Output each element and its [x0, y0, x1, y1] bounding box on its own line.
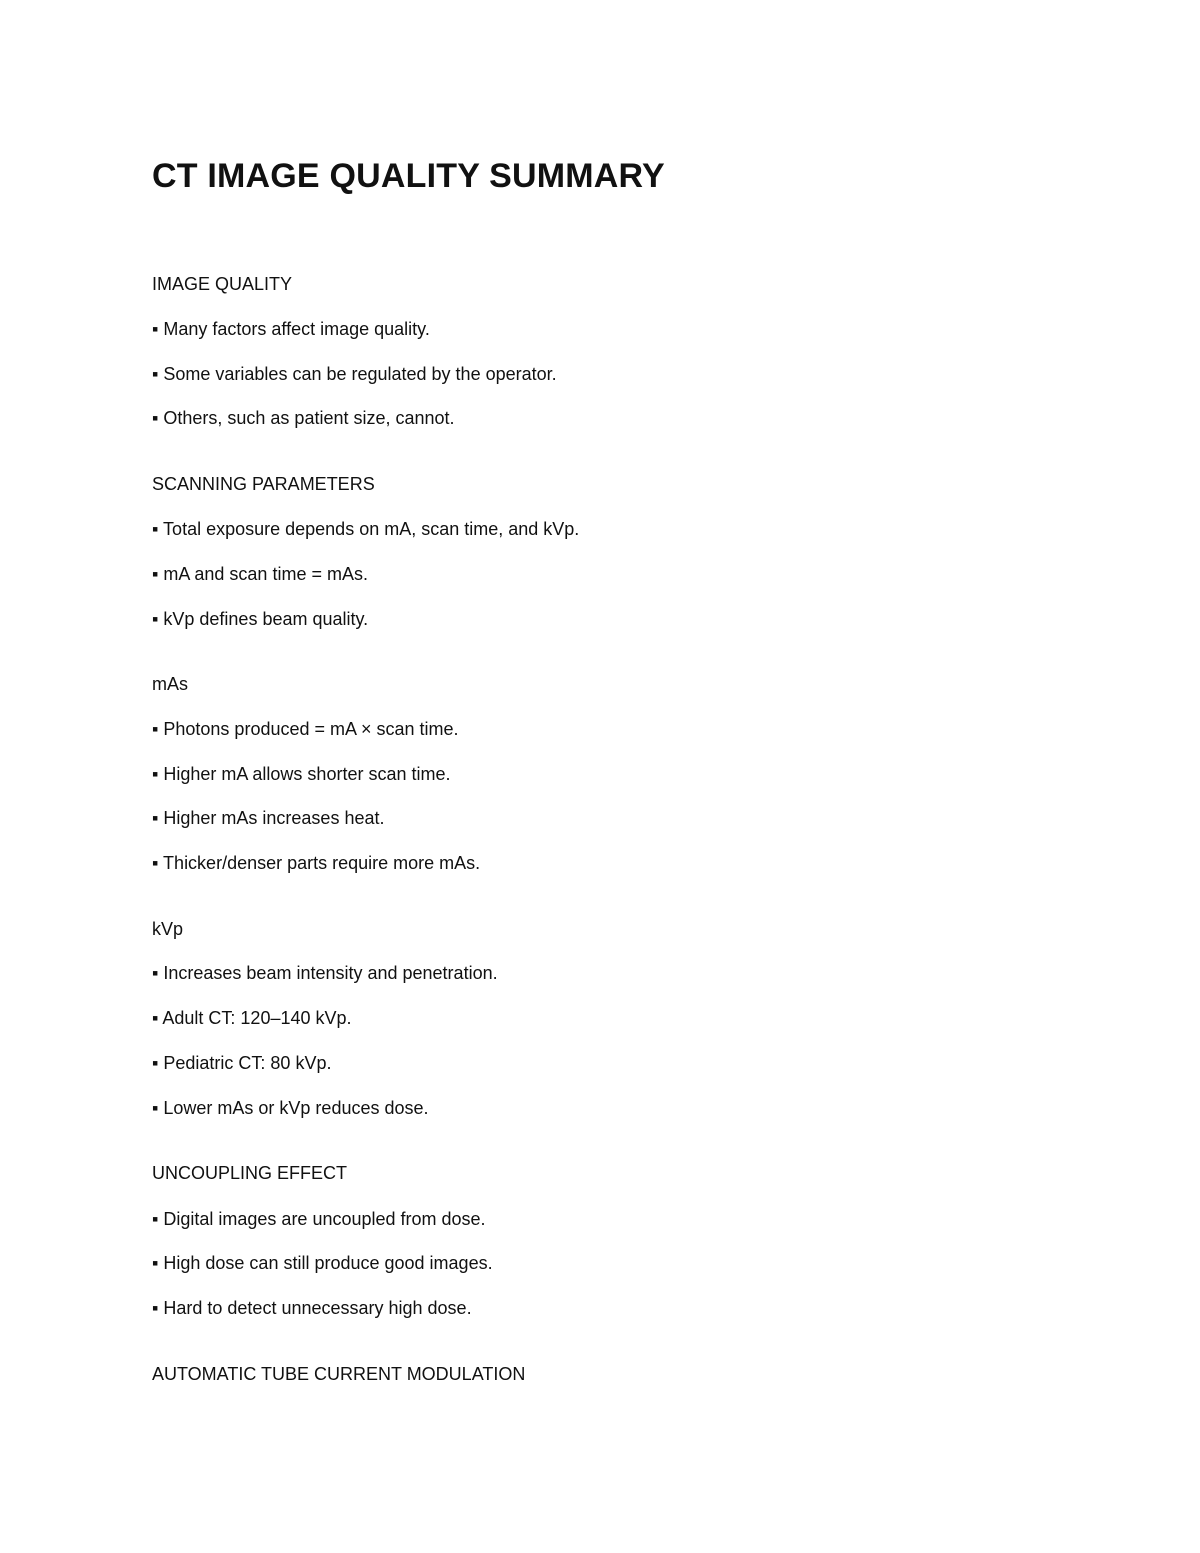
bullet-item: ▪ Adult CT: 120–140 kVp. [152, 1008, 352, 1028]
bullet-item: ▪ Thicker/denser parts require more mAs. [152, 853, 481, 873]
bullet-item: ▪ mA and scan time = mAs. [152, 564, 368, 584]
bullet-item: ▪ Increases beam intensity and penetration. [152, 963, 498, 983]
bullet-item: ▪ Digital images are uncoupled from dose. [152, 1209, 486, 1229]
section-heading-automatic-tube-current-modulation: AUTOMATIC TUBE CURRENT MODULATION [152, 1364, 526, 1384]
bullet-item: ▪ Others, such as patient size, cannot. [152, 408, 455, 428]
bullet-item: ▪ Many factors affect image quality. [152, 319, 430, 339]
bullet-item: ▪ Lower mAs or kVp reduces dose. [152, 1098, 429, 1118]
bullet-item: ▪ Some variables can be regulated by the operator. [152, 364, 557, 384]
section-heading-kvp: kVp [152, 919, 184, 939]
bullet-item: ▪ Pediatric CT: 80 kVp. [152, 1053, 332, 1073]
bullet-item: ▪ High dose can still produce good images. [152, 1253, 493, 1273]
bullet-item: ▪ Higher mAs increases heat. [152, 808, 385, 828]
section-heading-mas: mAs [152, 674, 188, 694]
bullet-item: ▪ Total exposure depends on mA, scan time, and kVp. [152, 519, 580, 539]
bullet-item: ▪ Photons produced = mA × scan time. [152, 719, 459, 739]
bullet-item: ▪ Higher mA allows shorter scan time. [152, 764, 451, 784]
section-heading-image-quality: IMAGE QUALITY [152, 274, 293, 294]
section-heading-uncoupling-effect: UNCOUPLING EFFECT [152, 1163, 348, 1183]
section-heading-scanning-parameters: SCANNING PARAMETERS [152, 474, 375, 494]
bullet-item: ▪ kVp defines beam quality. [152, 609, 369, 629]
bullet-item: ▪ Hard to detect unnecessary high dose. [152, 1298, 472, 1318]
document-title: CT IMAGE QUALITY SUMMARY [152, 157, 665, 195]
